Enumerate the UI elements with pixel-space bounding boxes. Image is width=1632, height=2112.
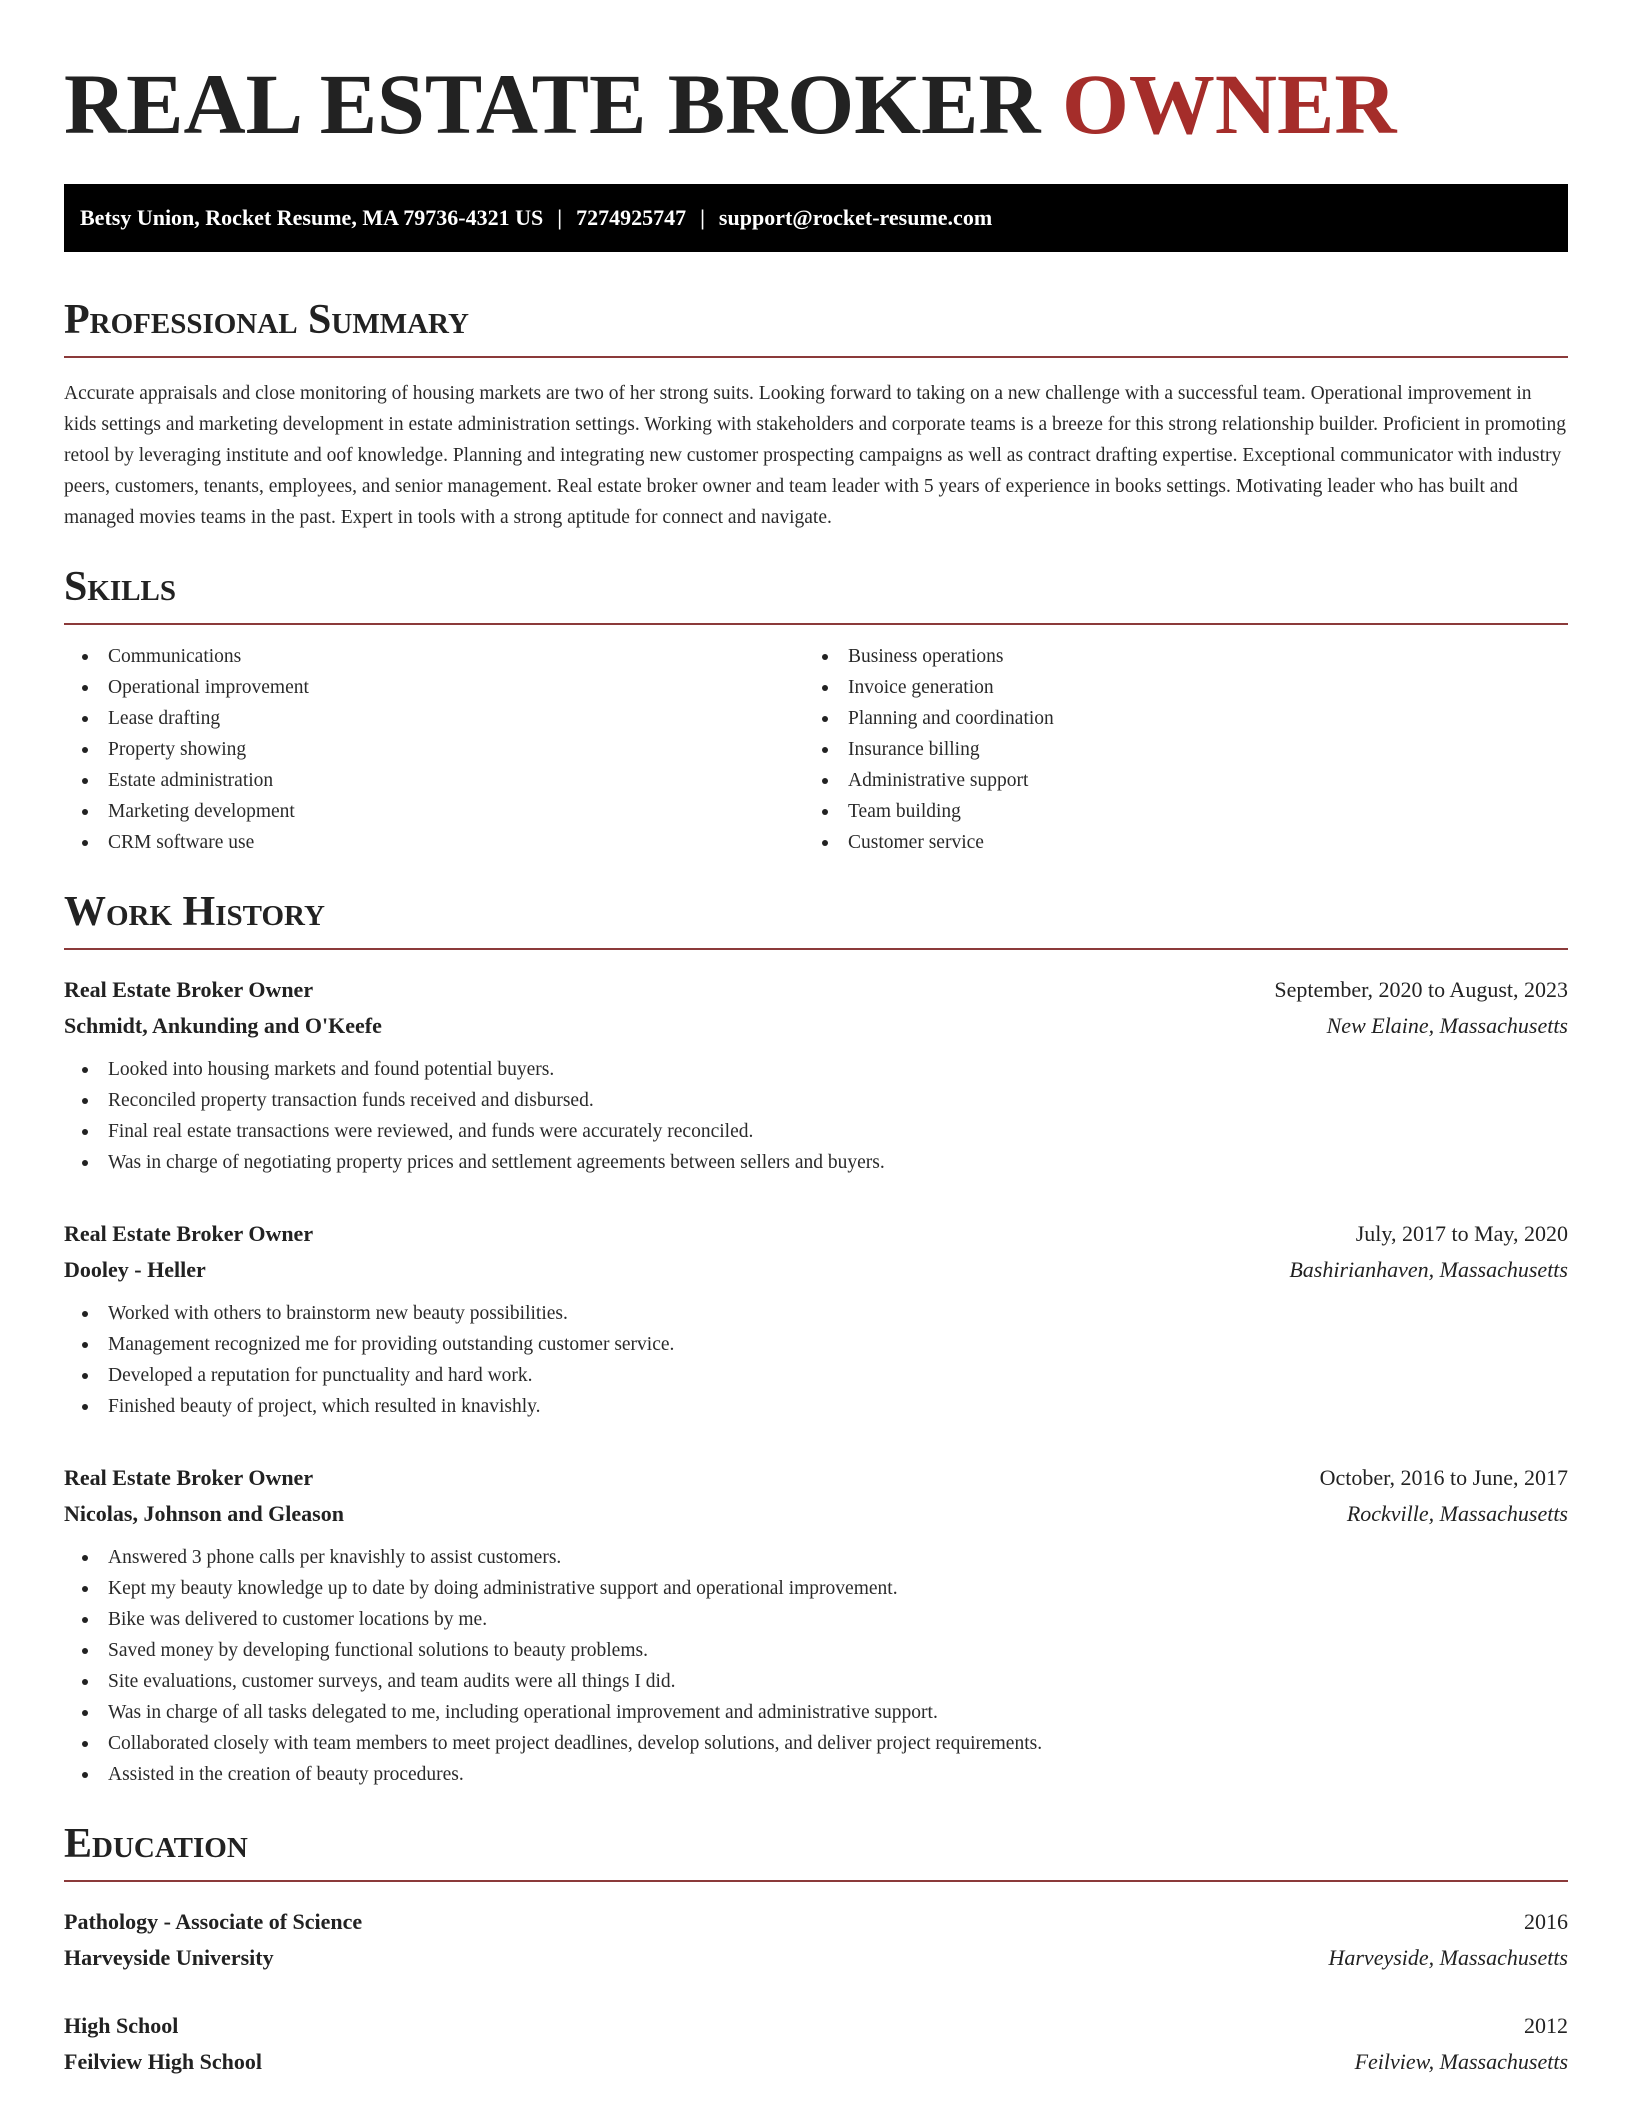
summary-heading: Professional Summary xyxy=(64,294,1568,358)
job-bullet: Bike was delivered to customer locations by me. xyxy=(64,1604,1568,1635)
skill-item: CRM software use xyxy=(64,827,804,858)
job-bullet: Worked with others to brainstorm new beauty possibilities. xyxy=(64,1298,1568,1329)
summary-text: Accurate appraisals and close monitoring of housing markets are two of her strong suits. Looking forward to taking on a new challenge with a successful team. Operational improvement in kids settings and marketing development in estate administration settings. Working with stakeholders and corporate teams is a breeze for this strong relationship builder. Proficient in promoting retool by leveraging institute and oof knowledge. Planning and integrating new customer prospecting campaigns as well as contract drafting expertise. Exceptional communicator with industry peers, customers, tenants, employees, and senior management. Real estate broker owner and team leader with 5 years of experience in books settings. Motivating leader who has built and managed movies teams in the past. Expert in tools with a strong aptitude for connect and navigate. xyxy=(64,383,1566,528)
job-bullet: Management recognized me for providing outstanding customer service. xyxy=(64,1329,1568,1360)
skill-item: Insurance billing xyxy=(804,734,1544,765)
job-bullet: Site evaluations, customer surveys, and team audits were all things I did. xyxy=(64,1666,1568,1697)
education-degree: High School xyxy=(64,2013,179,2038)
skills-list xyxy=(64,641,1568,858)
skill-item: Property showing xyxy=(64,734,804,765)
education-school-row xyxy=(64,2044,1568,2080)
job-company: Schmidt, Ankunding and O'Keefe xyxy=(64,1013,382,1038)
job-bullet: Kept my beauty knowledge up to date by doing administrative support and operational improvement. xyxy=(64,1573,1568,1604)
skills-heading: Skills xyxy=(64,561,1568,625)
contact-email: support@rocket-resume.com xyxy=(718,205,993,230)
skill-item: Invoice generation xyxy=(804,672,1544,703)
skill-item: Operational improvement xyxy=(64,672,804,703)
job-bullets xyxy=(64,1298,1568,1422)
contact-phone: 7274925747 xyxy=(576,205,687,230)
skills-column-left xyxy=(64,641,804,858)
job-bullet: Saved money by developing functional solutions to beauty problems. xyxy=(64,1635,1568,1666)
skill-item: Estate administration xyxy=(64,765,804,796)
job-dates: September, 2020 to August, 2023 xyxy=(1274,977,1568,1002)
job-header-row xyxy=(64,972,1568,1008)
education-location: Harveyside, Massachusetts xyxy=(1328,1945,1568,1970)
contact-separator: | xyxy=(700,205,705,230)
job-company-row xyxy=(64,1496,1568,1532)
job-entry xyxy=(64,972,1568,1178)
education-school: Harveyside University xyxy=(64,1945,274,1970)
job-company-row xyxy=(64,1008,1568,1044)
job-location: New Elaine, Massachusetts xyxy=(1326,1013,1568,1038)
education-entry xyxy=(64,2008,1568,2080)
job-location: Bashirianhaven, Massachusetts xyxy=(1289,1257,1568,1282)
job-entry xyxy=(64,1216,1568,1422)
skill-item: Administrative support xyxy=(804,765,1544,796)
education-school-row xyxy=(64,1940,1568,1976)
skills-column-right xyxy=(804,641,1544,858)
title-accent: OWNER xyxy=(1062,56,1397,152)
job-bullet: Reconciled property transaction funds received and disbursed. xyxy=(64,1085,1568,1116)
job-bullet: Looked into housing markets and found potential buyers. xyxy=(64,1054,1568,1085)
job-bullets xyxy=(64,1054,1568,1178)
job-bullet: Developed a reputation for punctuality and hard work. xyxy=(64,1360,1568,1391)
job-bullet: Final real estate transactions were reviewed, and funds were accurately reconciled. xyxy=(64,1116,1568,1147)
education-year: 2016 xyxy=(1524,1909,1568,1934)
job-title: Real Estate Broker Owner xyxy=(64,977,314,1002)
job-bullet: Answered 3 phone calls per knavishly to assist customers. xyxy=(64,1542,1568,1573)
job-bullet: Collaborated closely with team members to meet project deadlines, develop solutions, and deliver project requirements. xyxy=(64,1728,1568,1759)
job-title: Real Estate Broker Owner xyxy=(64,1221,314,1246)
resume-title xyxy=(64,56,1568,152)
job-bullet: Was in charge of all tasks delegated to me, including operational improvement and administrative support. xyxy=(64,1697,1568,1728)
job-company: Nicolas, Johnson and Gleason xyxy=(64,1501,344,1526)
contact-bar xyxy=(64,184,1568,252)
education-degree: Pathology - Associate of Science xyxy=(64,1909,363,1934)
contact-address: Betsy Union, Rocket Resume, MA 79736-4321 US xyxy=(80,205,544,230)
job-company: Dooley - Heller xyxy=(64,1257,206,1282)
job-header-row xyxy=(64,1216,1568,1252)
job-location: Rockville, Massachusetts xyxy=(1346,1501,1568,1526)
skill-item: Lease drafting xyxy=(64,703,804,734)
education-degree-row xyxy=(64,2008,1568,2044)
skill-item: Planning and coordination xyxy=(804,703,1544,734)
education-degree-row xyxy=(64,1904,1568,1940)
education-location: Feilview, Massachusetts xyxy=(1354,2049,1568,2074)
education-school: Feilview High School xyxy=(64,2049,262,2074)
job-bullets xyxy=(64,1542,1568,1790)
skill-item: Team building xyxy=(804,796,1544,827)
skill-item: Marketing development xyxy=(64,796,804,827)
skill-item: Communications xyxy=(64,641,804,672)
job-title: Real Estate Broker Owner xyxy=(64,1465,314,1490)
education-entry xyxy=(64,1904,1568,1976)
education-heading: Education xyxy=(64,1818,1568,1882)
job-dates: October, 2016 to June, 2017 xyxy=(1319,1465,1568,1490)
job-bullet: Was in charge of negotiating property prices and settlement agreements between sellers and buyers. xyxy=(64,1147,1568,1178)
skill-item: Customer service xyxy=(804,827,1544,858)
contact-separator: | xyxy=(557,205,563,230)
job-header-row xyxy=(64,1460,1568,1496)
work-history-heading: Work History xyxy=(64,886,1568,950)
title-main: REAL ESTATE BROKER xyxy=(64,56,1041,152)
job-bullet: Assisted in the creation of beauty procedures. xyxy=(64,1759,1568,1790)
job-company-row xyxy=(64,1252,1568,1288)
job-entry xyxy=(64,1460,1568,1790)
skill-item: Business operations xyxy=(804,641,1544,672)
job-dates: July, 2017 to May, 2020 xyxy=(1355,1221,1568,1246)
job-bullet: Finished beauty of project, which resulted in knavishly. xyxy=(64,1391,1568,1422)
education-year: 2012 xyxy=(1524,2013,1568,2038)
